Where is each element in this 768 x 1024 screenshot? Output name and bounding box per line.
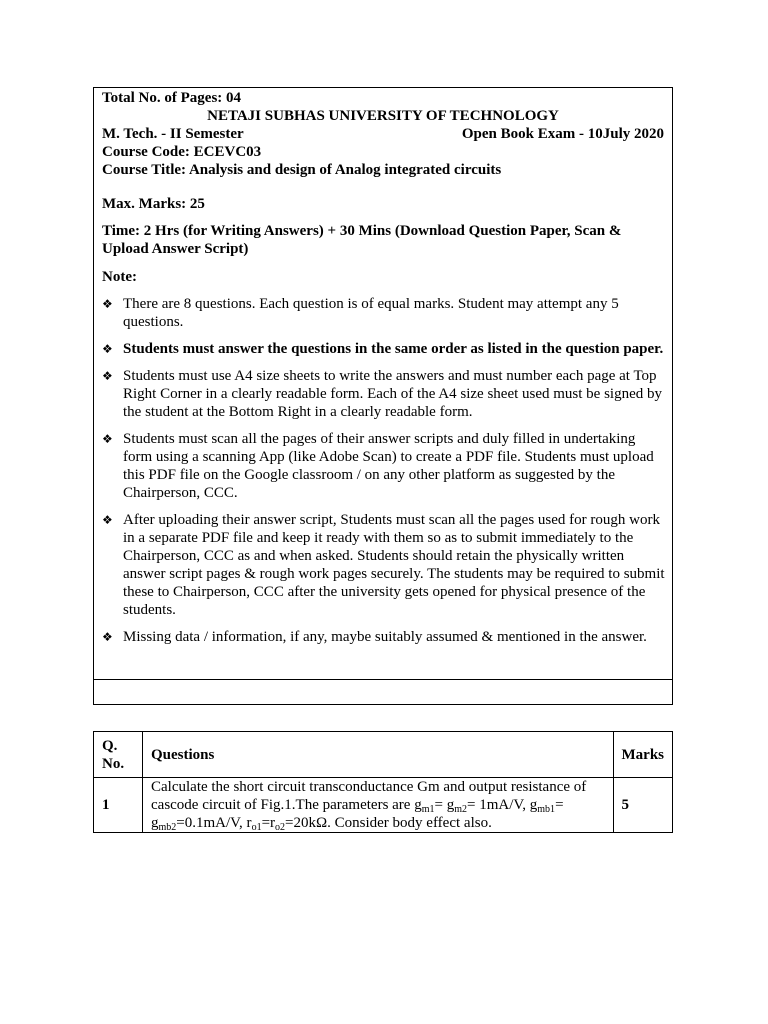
question-text-segment: = 1mA/V, g [467, 797, 538, 813]
bullet-icon: ❖ [102, 432, 113, 446]
question-text [143, 778, 614, 833]
bullet-icon: ❖ [102, 342, 113, 356]
question-text-segment: = g [151, 797, 564, 831]
header-questions: Questions [143, 732, 614, 778]
question-text-segment: = g [434, 797, 455, 813]
max-marks: Max. Marks: 25 [102, 196, 205, 212]
program-semester: M. Tech. - II Semester [102, 126, 244, 142]
table-header-row [94, 732, 673, 778]
bullet-icon: ❖ [102, 630, 113, 644]
note-label: Note: [102, 269, 137, 285]
list-item [102, 367, 667, 421]
list-item [102, 340, 667, 358]
note-text: Students must answer the questions in the same order as listed in the question paper. [123, 341, 664, 357]
university-name: NETAJI SUBHAS UNIVERSITY OF TECHNOLOGY [207, 108, 559, 124]
bullet-icon: ❖ [102, 513, 113, 527]
note-text: Missing data / information, if any, maybe suitably assumed & mentioned in the answer. [123, 629, 647, 645]
questions-table [93, 731, 673, 833]
question-text-segment: =20kΩ. Consider body effect also. [285, 815, 492, 831]
question-text-segment: =0.1mA/V, r [176, 815, 252, 831]
header-qno: Q. No. [94, 732, 143, 778]
note-text: There are 8 questions. Each question is of equal marks. Student may attempt any 5 questions. [123, 296, 619, 330]
question-subscript: m1 [421, 804, 435, 815]
note-text: Students must scan all the pages of their answer scripts and duly filled in undertaking form using a scanning App (like Adobe Scan) to create a PDF file. Students must upload this PDF file on the Google classroom / on any other platform as suggested by the Chairperson, CCC. [123, 431, 654, 501]
course-code: Course Code: ECEVC03 [102, 144, 262, 160]
exam-header-box [93, 87, 673, 680]
note-text: After uploading their answer script, Students must scan all the pages used for rough work in a separate PDF file and keep it ready with them so as to submit immediately to the Chairperson, CCC as and when asked. Students should retain the physically written answer script pages & rough work pages securely. The students may be required to submit these to Chairperson, CCC after the university gets opened for physical presence of the students. [123, 512, 665, 618]
bullet-icon: ❖ [102, 369, 113, 383]
course-title: Course Title: Analysis and design of Analog integrated circuits [102, 162, 502, 178]
question-subscript: o2 [275, 822, 286, 833]
blank-table-row [93, 679, 673, 705]
list-item [102, 295, 667, 331]
question-subscript: mb1 [537, 804, 556, 815]
question-marks: 5 [613, 778, 673, 833]
table-row [94, 778, 673, 833]
exam-date: Open Book Exam - 10July 2020 [461, 126, 664, 142]
question-text-segment: Calculate the short circuit transconductance Gm and output resistance of cascode circuit of Fig.1.The parameters are g [151, 779, 587, 813]
list-item [102, 511, 667, 619]
question-number: 1 [94, 778, 143, 833]
bullet-icon: ❖ [102, 297, 113, 311]
question-subscript: o1 [251, 822, 262, 833]
time-info: Time: 2 Hrs (for Writing Answers) + 30 Mins (Download Question Paper, Scan & Upload Answer Script) [102, 223, 622, 257]
question-subscript: mb2 [158, 822, 177, 833]
note-text: Students must use A4 size sheets to write the answers and must number each page at Top Right Corner in a clearly readable form. Each of the A4 size sheet used must be signed by the student at the Bottom Right in a clearly readable form. [123, 368, 663, 420]
list-item [102, 628, 667, 646]
list-item [102, 430, 667, 502]
notes-list [102, 295, 667, 655]
header-marks: Marks [613, 732, 673, 778]
question-text-segment: =r [261, 815, 276, 831]
question-subscript: m2 [454, 804, 467, 815]
total-pages: Total No. of Pages: 04 [102, 90, 242, 106]
